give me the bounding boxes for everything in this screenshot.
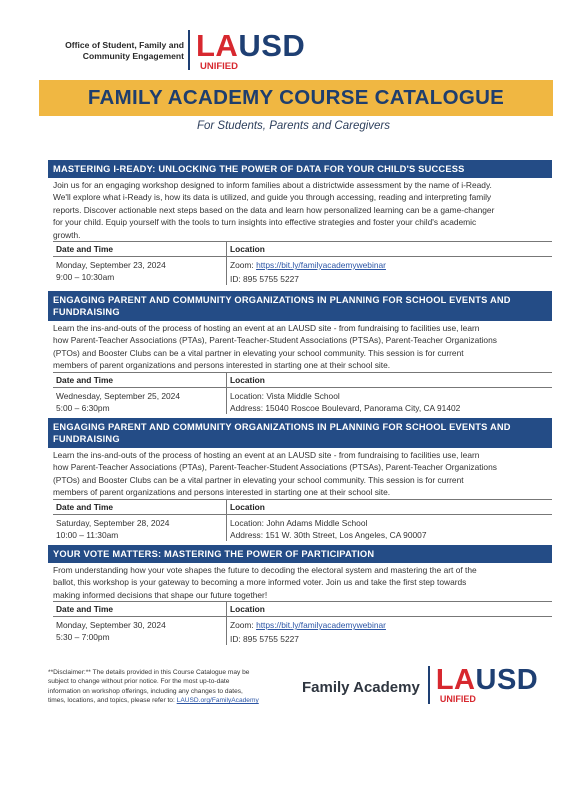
disclaimer-line: information on workshop offerings, including any changes to dates, (48, 687, 243, 695)
location-address: Address: 151 W. 30th Street, Los Angeles, CA 90007 (230, 529, 427, 540)
location-column (227, 602, 552, 645)
zoom-link[interactable]: https://bit.ly/familyacademywebinar (256, 260, 386, 271)
session-time: 10:00 – 11:30am (56, 529, 119, 540)
location-column (227, 373, 552, 414)
logo-la: LA (435, 664, 476, 696)
description-line: members of parent organizations and persons interested in starting one at their school site. (53, 487, 391, 498)
office-name (52, 40, 184, 62)
section-description (48, 448, 552, 499)
location-line-1 (227, 617, 552, 631)
page-header (0, 22, 587, 72)
disclaimer-text: times, locations, and topics, please refer to: (48, 696, 177, 704)
page-title: FAMILY ACADEMY COURSE CATALOGUE (87, 86, 505, 109)
logo-usd: USD (238, 28, 306, 63)
section-title-line: ENGAGING PARENT AND COMMUNITY ORGANIZATIONS IN PLANNING FOR SCHOOL EVENTS AND (53, 422, 511, 432)
session-date: Saturday, September 28, 2024 (56, 517, 170, 528)
office-line-2: Community Engagement (82, 51, 184, 61)
location-header: Location (227, 500, 552, 515)
logo-unified: UNIFIED (439, 694, 476, 704)
course-section-planning-events (48, 291, 552, 414)
date-header: Date and Time (53, 500, 226, 515)
course-section-vote-matters (48, 545, 552, 645)
section-title-line: FUNDRAISING (53, 434, 120, 444)
description-line: (PTOs) and Booster Clubs can be a vital partner in elevating your school community. This session is for current (53, 347, 464, 358)
session-date: Monday, September 30, 2024 (56, 620, 166, 631)
description-line: members of parent organizations and persons interested in starting one at their school site. (53, 360, 391, 371)
section-description (48, 178, 552, 241)
location-column (227, 500, 552, 541)
description-line: Learn the ins-and-outs of the process of hosting an event at an LAUSD site - from fundraising to facilities use, learn (53, 450, 480, 460)
description-line: From understanding how your vote shapes the future to decoding the electoral system and mastering the art of the (53, 565, 477, 575)
section-title: YOUR VOTE MATTERS: MASTERING THE POWER OF PARTICIPATION (48, 545, 552, 563)
session-date: Wednesday, September 25, 2024 (56, 390, 181, 401)
location-column (227, 242, 552, 285)
logo-mark (436, 666, 538, 708)
section-title-line: FUNDRAISING (53, 307, 120, 317)
location-line-1 (227, 257, 552, 271)
section-title (48, 291, 552, 321)
course-section-iready (48, 160, 552, 285)
date-column (53, 242, 227, 285)
date-column (53, 373, 227, 414)
location-name: Location: Vista Middle School (230, 390, 340, 401)
office-line-1: Office of Student, Family and (65, 40, 184, 50)
meeting-id: ID: 895 5755 5227 (230, 634, 299, 645)
logo-usd: USD (475, 664, 539, 696)
description-line: Learn the ins-and-outs of the process of hosting an event at an LAUSD site - from fundraising to facilities use, learn (53, 323, 480, 333)
logo-mark (196, 30, 305, 76)
location-header: Location (227, 602, 552, 617)
footer-brand (302, 666, 538, 708)
disclaimer-line: subject to change without prior notice. For the most up-to-date (48, 678, 230, 686)
schedule-table (53, 372, 552, 414)
section-title-line: ENGAGING PARENT AND COMMUNITY ORGANIZATIONS IN PLANNING FOR SCHOOL EVENTS AND (53, 295, 511, 305)
section-title: MASTERING I-READY: UNLOCKING THE POWER OF DATA FOR YOUR CHILD'S SUCCESS (48, 160, 552, 178)
logo-la: LA (196, 28, 239, 63)
logo-unified: UNIFIED (200, 61, 238, 72)
description-line: how Parent-Teacher Associations (PTAs), Parent-Teacher-Student Associations (PTSAs), Parent-Teacher Organizations (53, 335, 497, 346)
family-academy-link[interactable]: LAUSD.org/FamilyAcademy (176, 696, 259, 704)
section-description (48, 563, 552, 601)
location-header: Location (227, 373, 552, 388)
zoom-label: Zoom: (230, 620, 257, 631)
description-line: Join us for an engaging workshop designed to inform families about a districtwide assessment by the name of i-Ready. (53, 180, 492, 190)
zoom-link[interactable]: https://bit.ly/familyacademywebinar (256, 620, 386, 631)
date-column (53, 602, 227, 645)
schedule-table (53, 499, 552, 541)
date-header: Date and Time (53, 602, 226, 617)
page-subtitle: For Students, Parents and Caregivers (196, 120, 391, 132)
date-header: Date and Time (53, 373, 226, 388)
schedule-table (53, 601, 552, 645)
course-section-planning-events-2 (48, 418, 552, 541)
location-name: Location: John Adams Middle School (230, 517, 368, 528)
description-line: We'll explore what i-Ready is, how its data is utilized, and guide you through accessing, reading and interpreting family (53, 192, 492, 203)
session-time: 5:00 – 6:30pm (56, 402, 110, 413)
meeting-id: ID: 895 5755 5227 (230, 274, 299, 285)
section-title (48, 418, 552, 448)
description-line: for your child. Equip yourself with the tools to turn insights into effective strategies and foster your child's academic (53, 217, 477, 228)
zoom-label: Zoom: (230, 260, 257, 271)
description-line: making informed decisions that shape our future together! (53, 589, 268, 600)
description-line: reports. Discover actionable next steps based on the data and learn how personalized learning can be a game-changer (53, 204, 495, 215)
session-date: Monday, September 23, 2024 (56, 260, 166, 271)
lausd-logo (188, 30, 305, 76)
disclaimer-line: **Disclaimer:** The details provided in this Course Catalogue may be (48, 669, 250, 676)
disclaimer-line (48, 696, 293, 705)
family-academy-label: Family Academy (302, 678, 420, 696)
logo-divider (428, 666, 430, 704)
description-line: how Parent-Teacher Associations (PTAs), Parent-Teacher-Student Associations (PTSAs), Parent-Teacher Organizations (53, 462, 497, 473)
description-line: ballot, this workshop is your gateway to becoming a more informed voter. Join us and take the first step towards (53, 577, 467, 588)
location-header: Location (227, 242, 552, 257)
date-column (53, 500, 227, 541)
location-address: Address: 15040 Roscoe Boulevard, Panorama City, CA 91402 (230, 402, 461, 413)
title-banner (39, 80, 553, 116)
session-time: 9:00 – 10:30am (56, 272, 115, 283)
date-header: Date and Time (53, 242, 226, 257)
lausd-logo-footer (428, 666, 538, 708)
section-description (48, 321, 552, 372)
session-time: 5:30 – 7:00pm (56, 632, 110, 643)
description-line: (PTOs) and Booster Clubs can be a vital partner in elevating your school community. This session is for current (53, 474, 464, 485)
disclaimer (48, 668, 293, 705)
schedule-table (53, 241, 552, 285)
description-line: growth. (53, 229, 81, 240)
logo-divider (188, 30, 190, 70)
